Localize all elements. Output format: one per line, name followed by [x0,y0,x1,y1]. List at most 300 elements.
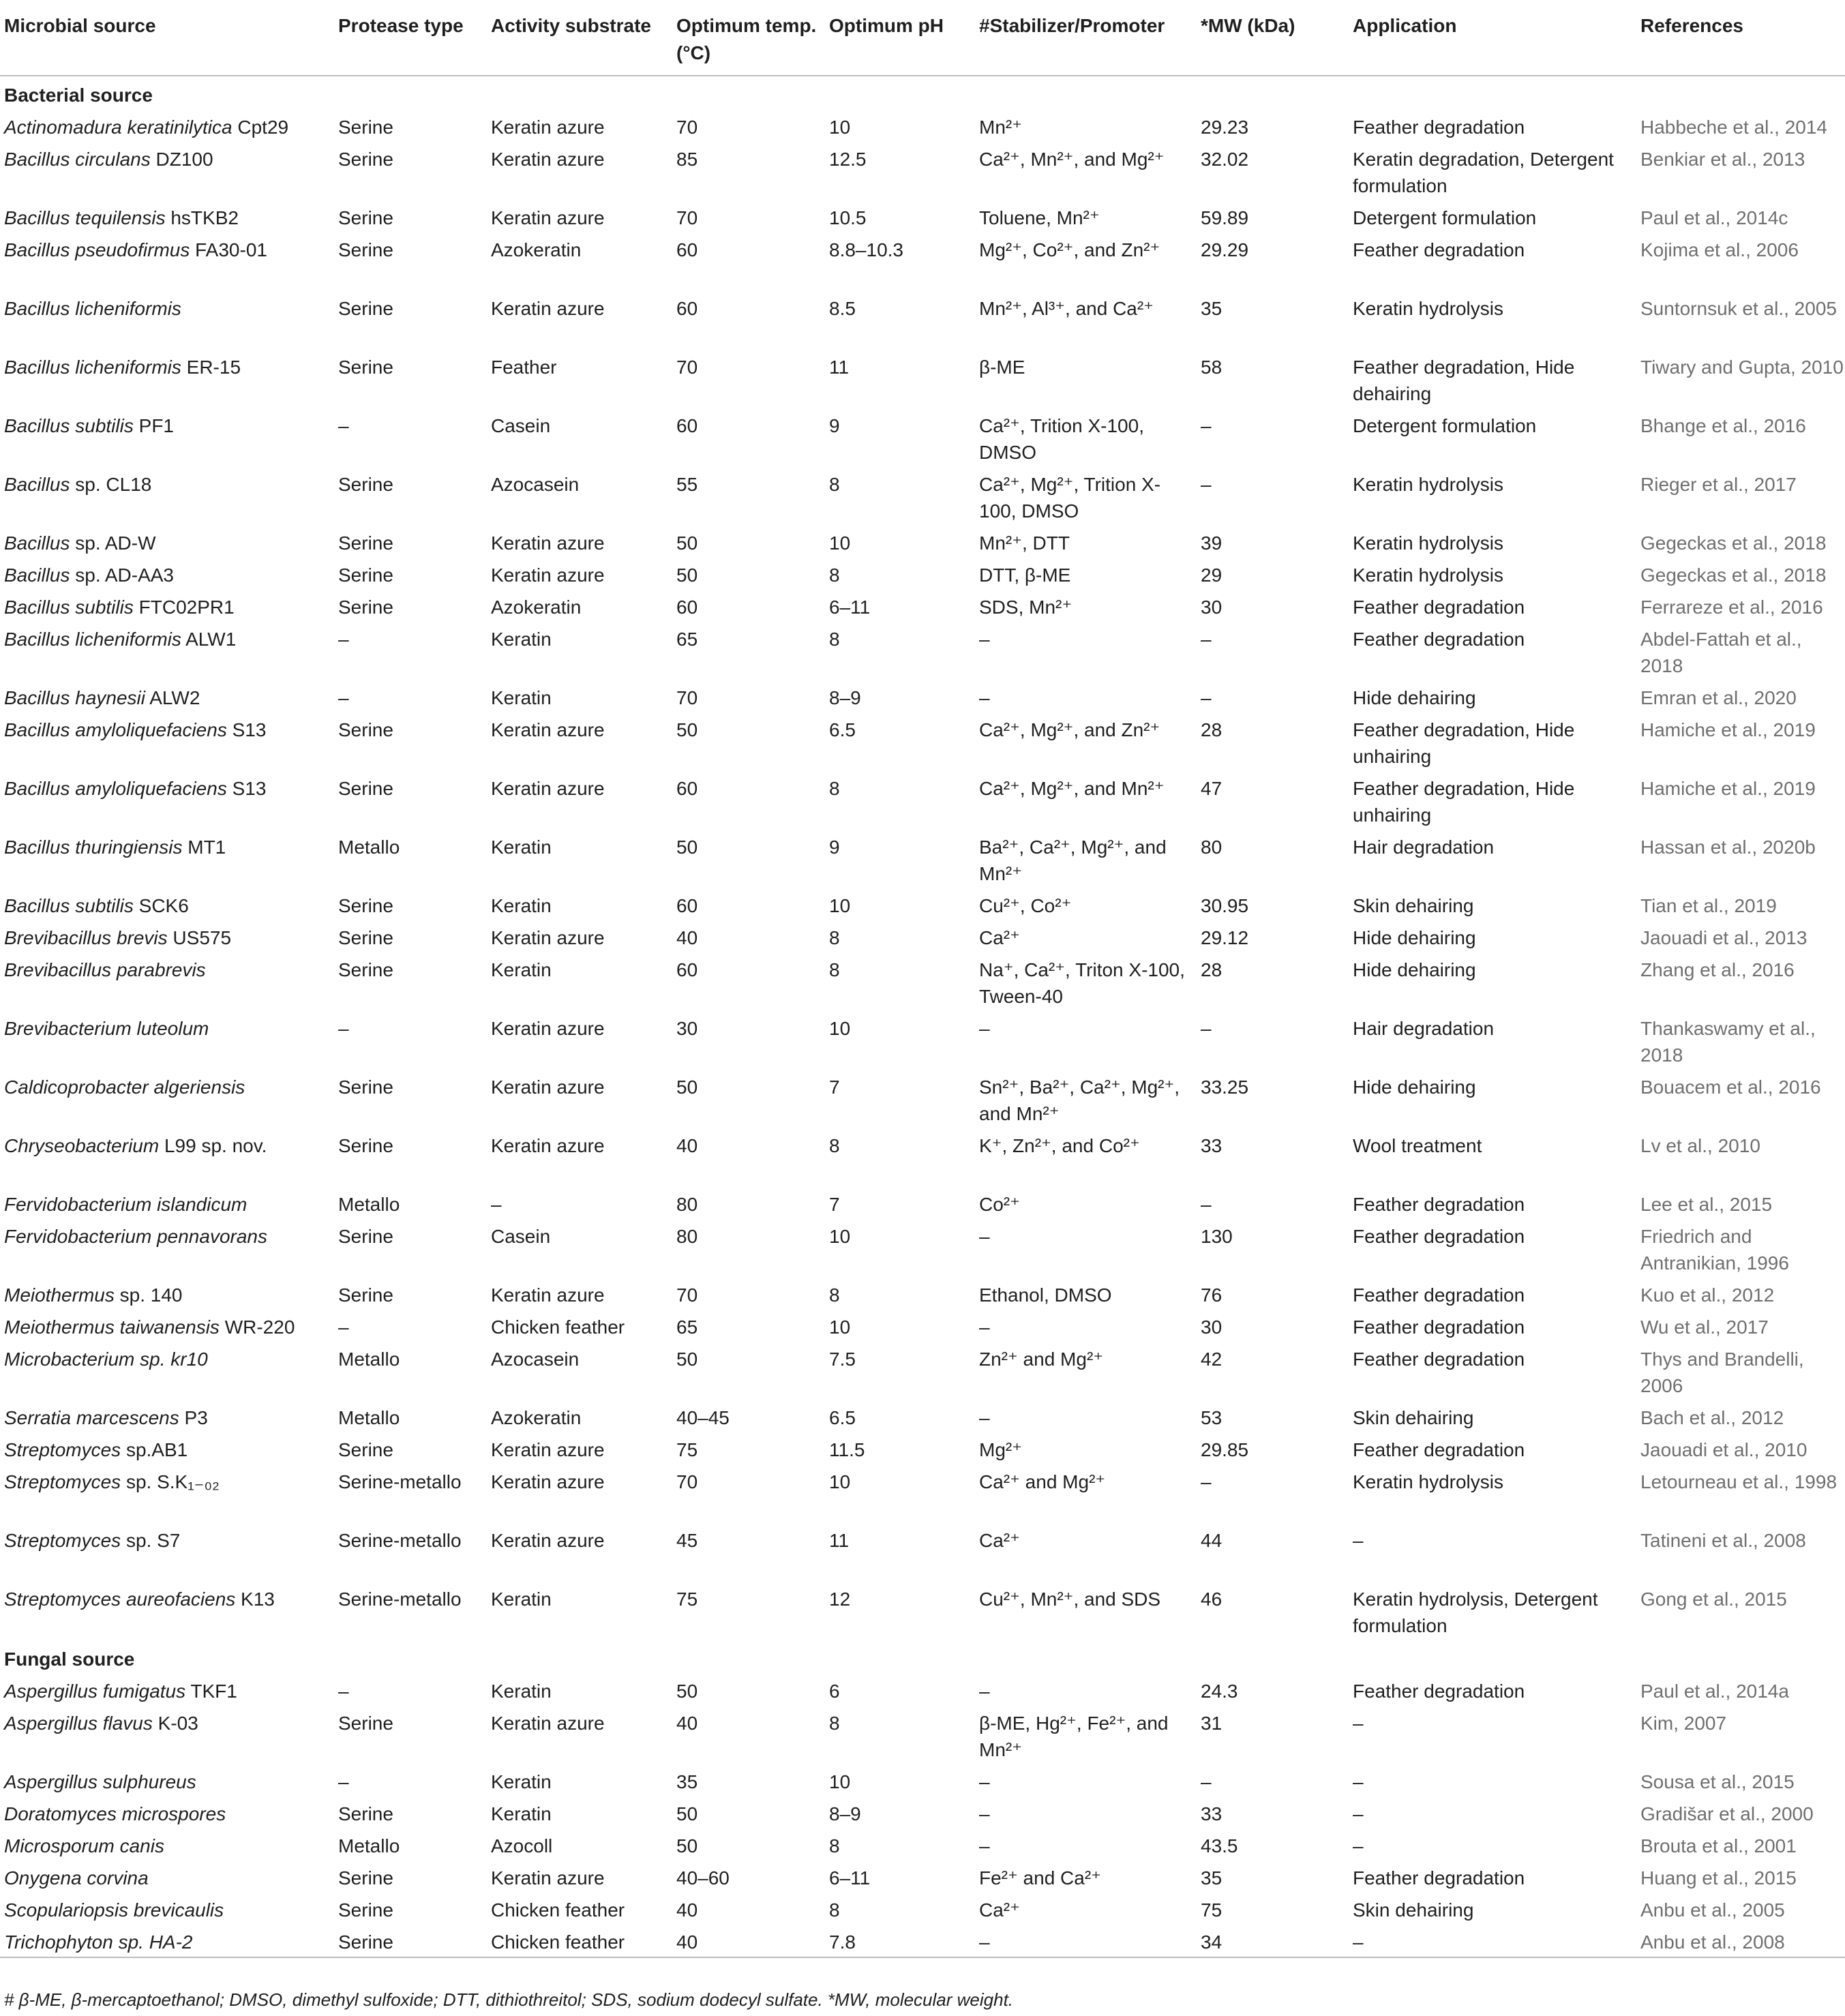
reference-link[interactable]: Thys and Brandelli, 2006 [1640,1349,1804,1396]
optimum-ph-cell: 8 [829,1713,840,1734]
application-cell: Keratin hydrolysis [1353,298,1503,319]
reference-link[interactable]: Bouacem et al., 2016 [1640,1077,1821,1098]
organism-name: Caldicoprobacter algeriensis [4,1077,245,1098]
protease-type-cell: Metallo [338,1835,400,1856]
application-cell: Hide dehairing [1353,927,1476,948]
strain-label: S13 [226,778,267,799]
molecular-weight-cell: 28 [1201,719,1222,740]
reference-link[interactable]: Sousa et al., 2015 [1640,1771,1795,1792]
reference-link[interactable]: Habbeche et al., 2014 [1640,117,1827,138]
molecular-weight-cell: 30.95 [1201,895,1249,916]
optimum-temp-cell: 75 [676,1439,698,1460]
reference-link[interactable]: Jaouadi et al., 2013 [1640,927,1807,948]
application-cell: – [1353,1530,1364,1551]
protease-type-cell: Serine-metallo [338,1589,462,1610]
optimum-temp-cell: 70 [676,207,698,228]
strain-label: hsTKB2 [165,207,239,228]
stabilizer-cell: – [979,1771,990,1792]
reference-link[interactable]: Wu et al., 2017 [1640,1317,1769,1338]
strain-label: PF1 [133,415,174,436]
optimum-temp-cell: 60 [676,895,698,916]
reference-link[interactable]: Abdel-Fattah et al., 2018 [1640,629,1802,676]
activity-substrate-cell: Keratin azure [491,149,605,170]
organism-name: Doratomyces microspores [4,1803,226,1824]
molecular-weight-cell: 53 [1201,1407,1222,1428]
protease-type-cell: Metallo [338,1194,400,1215]
organism-name: Actinomadura keratinilytica [4,117,232,138]
reference-link[interactable]: Gradišar et al., 2000 [1640,1803,1814,1824]
activity-substrate-cell: Keratin azure [491,1530,605,1551]
stabilizer-cell: Ca²⁺, Mg²⁺, and Zn²⁺ [979,719,1160,740]
optimum-ph-cell: 10 [829,1226,851,1247]
table-row [0,1011,1845,1070]
microbial-source-cell [0,1925,334,1957]
table-body [0,76,1845,1957]
organism-name: Meiothermus [4,1284,115,1306]
optimum-ph-cell: 8 [829,565,840,586]
protease-type-cell: Serine-metallo [338,1471,462,1492]
application-cell: Feather degradation [1353,1284,1525,1306]
molecular-weight-cell: 58 [1201,357,1222,378]
stabilizer-cell: Ca²⁺, Mg²⁺, Trition X-100, DMSO [979,474,1161,522]
stabilizer-cell: Ca²⁺ [979,1530,1020,1551]
table-row [0,558,1845,590]
optimum-ph-cell: 10 [829,1771,851,1792]
application-cell: Feather degradation [1353,1349,1525,1370]
organism-name: Aspergillus sulphureus [4,1771,196,1792]
microbial-source-cell [0,1342,334,1400]
reference-link[interactable]: Kojima et al., 2006 [1640,239,1799,260]
activity-substrate-cell: Keratin [491,1803,552,1824]
organism-name: Bacillus licheniformis [4,298,181,319]
activity-substrate-cell: Keratin [491,687,552,708]
microbial-source-cell [0,1400,334,1432]
organism-name: Chryseobacterium [4,1135,160,1156]
optimum-temp-cell: 65 [676,629,698,650]
application-cell: Feather degradation, Hide unhairing [1353,719,1575,767]
protease-type-cell: Serine [338,927,393,948]
reference-link[interactable]: Tian et al., 2019 [1640,895,1777,916]
reference-link[interactable]: Thankaswamy et al., 2018 [1640,1018,1816,1066]
microbial-source-cell [0,1219,334,1278]
table-row [0,291,1845,350]
stabilizer-cell: Ca²⁺ [979,1899,1020,1921]
activity-substrate-cell: Chicken feather [491,1931,625,1953]
optimum-temp-cell: 60 [676,415,698,436]
molecular-weight-cell: – [1201,415,1212,436]
microbial-source-cell [0,1070,334,1128]
organism-name: Streptomyces [4,1439,121,1460]
protease-type-cell: Serine [338,239,393,260]
strain-label: ER-15 [181,357,241,378]
optimum-temp-cell: 70 [676,117,698,138]
microbial-source-cell [0,1706,334,1764]
stabilizer-cell: Mn²⁺ [979,117,1022,138]
reference-link[interactable]: Kim, 2007 [1640,1713,1727,1734]
organism-name: Onygena corvina [4,1867,149,1889]
strain-label: MT1 [182,837,226,858]
microbial-source-cell [0,622,334,680]
table-row [0,771,1845,830]
stabilizer-cell: SDS, Mn²⁺ [979,597,1072,618]
optimum-temp-cell: 70 [676,357,698,378]
microbial-source-cell [0,232,334,291]
strain-label: S13 [226,719,267,740]
stabilizer-cell: Zn²⁺ and Mg²⁺ [979,1349,1104,1370]
activity-substrate-cell: Keratin azure [491,1135,605,1156]
strain-label: DZ100 [150,149,213,170]
activity-substrate-cell: Keratin azure [491,1077,605,1098]
table-row [0,350,1845,408]
reference-link[interactable]: Friedrich and Antranikian, 1996 [1640,1226,1789,1274]
stabilizer-cell: – [979,1835,990,1856]
application-cell: – [1353,1713,1364,1734]
header-references: References [1640,15,1743,36]
reference-link[interactable]: Lee et al., 2015 [1640,1194,1773,1215]
optimum-ph-cell: 6.5 [829,1407,856,1428]
activity-substrate-cell: Keratin azure [491,778,605,799]
reference-link[interactable]: Kuo et al., 2012 [1640,1284,1775,1306]
organism-name: Streptomyces [4,1530,121,1551]
optimum-ph-cell: 8 [829,1899,840,1921]
microbial-source-cell [0,830,334,888]
activity-substrate-cell: Azocasein [491,1349,580,1370]
reference-link[interactable]: Suntornsuk et al., 2005 [1640,298,1837,319]
protease-type-cell: – [338,629,349,650]
section-row [0,1640,1845,1674]
organism-name: Bacillus subtilis [4,895,134,916]
table-row [0,200,1845,232]
table-row [0,1582,1845,1640]
application-cell: Feather degradation [1353,1439,1525,1460]
table-row [0,1796,1845,1829]
optimum-ph-cell: 8 [829,927,840,948]
application-cell: Keratin hydrolysis [1353,532,1503,554]
application-cell: Feather degradation [1353,1226,1525,1247]
organism-name: Bacillus circulans [4,149,151,170]
protease-type-cell: Serine [338,1931,393,1953]
molecular-weight-cell: 39 [1201,532,1222,554]
reference-link[interactable]: Paul et al., 2014c [1640,207,1788,228]
stabilizer-cell: Toluene, Mn²⁺ [979,207,1100,228]
stabilizer-cell: – [979,1317,990,1338]
table-row [0,1310,1845,1342]
application-cell: Feather degradation [1353,597,1525,618]
microbial-source-cell [0,1464,334,1523]
stabilizer-cell: β-ME, Hg²⁺, Fe²⁺, and Mn²⁺ [979,1713,1169,1760]
molecular-weight-cell: 47 [1201,778,1222,799]
molecular-weight-cell: – [1201,1194,1212,1215]
table-row [0,1829,1845,1861]
reference-link[interactable]: Ferrareze et al., 2016 [1640,597,1823,618]
protease-type-cell: Serine [338,532,393,554]
reference-link[interactable]: Rieger et al., 2017 [1640,474,1797,495]
microbial-source-cell [0,467,334,526]
protease-type-cell: Serine [338,719,393,740]
reference-link[interactable]: Brouta et al., 2001 [1640,1835,1797,1856]
table-row [0,680,1845,712]
microbial-source-cell [0,1764,334,1796]
stabilizer-cell: Mg²⁺, Co²⁺, and Zn²⁺ [979,239,1160,260]
stabilizer-cell: Ca²⁺, Trition X-100, DMSO [979,415,1144,463]
reference-link[interactable]: Gegeckas et al., 2018 [1640,532,1827,554]
activity-substrate-cell: Keratin azure [491,1284,605,1306]
reference-link[interactable]: Benkiar et al., 2013 [1640,149,1805,170]
table-row [0,952,1845,1011]
reference-link[interactable]: Paul et al., 2014a [1640,1681,1789,1702]
optimum-ph-cell: 6.5 [829,719,856,740]
reference-link[interactable]: Anbu et al., 2008 [1640,1931,1785,1953]
organism-name: Fervidobacterium islandicum [4,1194,247,1215]
stabilizer-cell: – [979,1681,990,1702]
application-cell: Feather degradation [1353,1194,1525,1215]
optimum-temp-cell: 80 [676,1226,698,1247]
organism-name: Bacillus pseudofirmus [4,239,190,260]
microbial-source-cell [0,408,334,467]
organism-name: Scopulariopsis brevicaulis [4,1899,224,1921]
microbial-source-cell [0,952,334,1011]
reference-link[interactable]: Letourneau et al., 1998 [1640,1471,1837,1492]
reference-link[interactable]: Bach et al., 2012 [1640,1407,1784,1428]
optimum-ph-cell: 8 [829,778,840,799]
reference-link[interactable]: Jaouadi et al., 2010 [1640,1439,1807,1460]
protease-type-cell: Serine [338,207,393,228]
reference-link[interactable]: Hassan et al., 2020b [1640,837,1816,858]
optimum-temp-cell: 60 [676,239,698,260]
stabilizer-cell: – [979,629,990,650]
table-row [0,1925,1845,1957]
protease-type-cell: Serine [338,1135,393,1156]
optimum-temp-cell: 50 [676,1349,698,1370]
organism-name: Bacillus subtilis [4,415,134,436]
stabilizer-cell: – [979,1407,990,1428]
table-row [0,142,1845,200]
molecular-weight-cell: – [1201,474,1212,495]
optimum-ph-cell: 7.5 [829,1349,856,1370]
reference-link[interactable]: Hamiche et al., 2019 [1640,719,1816,740]
optimum-ph-cell: 10 [829,895,851,916]
application-cell: Hide dehairing [1353,1077,1476,1098]
reference-link[interactable]: Huang et al., 2015 [1640,1867,1797,1889]
optimum-temp-cell: 60 [676,597,698,618]
table-header [0,0,1845,76]
stabilizer-cell: – [979,1931,990,1953]
optimum-temp-cell: 30 [676,1018,698,1039]
reference-link[interactable]: Hamiche et al., 2019 [1640,778,1816,799]
table-row [0,1278,1845,1310]
reference-link[interactable]: Emran et al., 2020 [1640,687,1797,708]
activity-substrate-cell: Casein [491,1226,551,1247]
protease-type-cell: Serine [338,959,393,980]
table-row [0,1128,1845,1187]
strain-label: P3 [179,1407,208,1428]
optimum-temp-cell: 70 [676,687,698,708]
table-row [0,110,1845,142]
protease-type-cell: Serine [338,895,393,916]
activity-substrate-cell: Keratin azure [491,207,605,228]
stabilizer-cell: Mn²⁺, Al³⁺, and Ca²⁺ [979,298,1154,319]
strain-label: ALW2 [145,687,200,708]
table-row [0,830,1845,888]
optimum-ph-cell: 10 [829,1471,851,1492]
table-row [0,408,1845,467]
molecular-weight-cell: 76 [1201,1284,1222,1306]
application-cell: Hair degradation [1353,837,1495,858]
optimum-temp-cell: 40–45 [676,1407,730,1428]
table-row [0,1400,1845,1432]
activity-substrate-cell: Azokeratin [491,597,582,618]
optimum-temp-cell: 40 [676,1899,698,1921]
activity-substrate-cell: Keratin azure [491,565,605,586]
protease-type-cell: Serine [338,1284,393,1306]
molecular-weight-cell: 29.29 [1201,239,1249,260]
optimum-ph-cell: 8.5 [829,298,856,319]
organism-name: Aspergillus flavus [4,1713,153,1734]
activity-substrate-cell: Azokeratin [491,1407,582,1428]
stabilizer-cell: β-ME [979,357,1025,378]
reference-link[interactable]: Bhange et al., 2016 [1640,415,1806,436]
optimum-ph-cell: 10 [829,1317,851,1338]
table-row [0,1219,1845,1278]
molecular-weight-cell: 43.5 [1201,1835,1238,1856]
strain-label: WR-220 [219,1317,295,1338]
table-row [0,712,1845,771]
optimum-temp-cell: 45 [676,1530,698,1551]
section-title: Bacterial source [4,85,153,106]
molecular-weight-cell: – [1201,629,1212,650]
optimum-ph-cell: 10 [829,1018,851,1039]
protease-type-cell: Serine [338,1713,393,1734]
application-cell: Feather degradation [1353,1867,1525,1889]
microbial-source-cell [0,142,334,200]
optimum-temp-cell: 50 [676,719,698,740]
organism-name: Bacillus amyloliquefaciens [4,719,227,740]
organism-name: Streptomyces [4,1471,121,1492]
strain-label: K13 [235,1589,275,1610]
activity-substrate-cell: – [491,1194,502,1215]
optimum-temp-cell: 60 [676,778,698,799]
optimum-temp-cell: 85 [676,149,698,170]
header-optimum-temp: Optimum temp. (°C) [676,15,817,63]
optimum-temp-cell: 50 [676,565,698,586]
organism-name: Streptomyces aureofaciens [4,1589,236,1610]
protease-type-cell: Serine [338,149,393,170]
microbial-source-cell [0,1187,334,1219]
organism-name: Microsporum canis [4,1835,164,1856]
molecular-weight-cell: 59.89 [1201,207,1249,228]
microbial-source-cell [0,1674,334,1706]
organism-name: Brevibacterium luteolum [4,1018,209,1039]
application-cell: Skin dehairing [1353,895,1474,916]
protease-type-cell: Serine [338,565,393,586]
activity-substrate-cell: Azocoll [491,1835,553,1856]
reference-link[interactable]: Anbu et al., 2005 [1640,1899,1785,1921]
optimum-ph-cell: 10.5 [829,207,867,228]
application-cell: Keratin hydrolysis, Detergent formulation [1353,1589,1598,1636]
protease-type-cell: Metallo [338,1407,400,1428]
application-cell: Feather degradation, Hide dehairing [1353,357,1575,404]
stabilizer-cell: Ca²⁺, Mn²⁺, and Mg²⁺ [979,149,1165,170]
protease-type-cell: Serine [338,778,393,799]
table-row [0,1893,1845,1925]
reference-link[interactable]: Gong et al., 2015 [1640,1589,1787,1610]
table-footnote: # β-ME, β-mercaptoethanol; DMSO, dimethyl sulfoxide; DTT, dithiothreitol; SDS, sodium dodecyl sulfate. *MW, molecular weight. [4,1989,1014,2010]
protease-type-cell: – [338,1681,349,1702]
organism-name: Serratia marcescens [4,1407,179,1428]
table-row [0,1464,1845,1523]
optimum-ph-cell: 6 [829,1681,840,1702]
reference-link[interactable]: Gegeckas et al., 2018 [1640,565,1827,586]
optimum-temp-cell: 40–60 [676,1867,730,1889]
optimum-ph-cell: 8 [829,629,840,650]
activity-substrate-cell: Keratin azure [491,1471,605,1492]
organism-name: Brevibacillus brevis [4,927,168,948]
molecular-weight-cell: – [1201,687,1212,708]
stabilizer-cell: Cu²⁺, Co²⁺ [979,895,1072,916]
reference-link[interactable]: Zhang et al., 2016 [1640,959,1795,980]
table-row [0,622,1845,680]
table-row [0,1342,1845,1400]
table-row [0,1187,1845,1219]
molecular-weight-cell: – [1201,1018,1212,1039]
optimum-ph-cell: 11.5 [829,1439,865,1460]
protease-type-cell: Serine [338,1226,393,1247]
organism-name: Fervidobacterium pennavorans [4,1226,267,1247]
optimum-temp-cell: 50 [676,532,698,554]
section-row [0,76,1845,110]
strain-label: ALW1 [181,629,237,650]
optimum-temp-cell: 70 [676,1284,698,1306]
molecular-weight-cell: 31 [1201,1713,1222,1734]
activity-substrate-cell: Keratin [491,1771,552,1792]
optimum-ph-cell: 8 [829,1135,840,1156]
molecular-weight-cell: 30 [1201,1317,1222,1338]
protease-type-cell: Serine [338,1439,393,1460]
application-cell: Detergent formulation [1353,415,1537,436]
microbial-source-cell [0,920,334,952]
optimum-ph-cell: 6–11 [829,597,871,618]
activity-substrate-cell: Chicken feather [491,1899,625,1921]
reference-link[interactable]: Lv et al., 2010 [1640,1135,1760,1156]
molecular-weight-cell: 29.12 [1201,927,1249,948]
application-cell: – [1353,1931,1364,1953]
stabilizer-cell: Ca²⁺, Mg²⁺, and Mn²⁺ [979,778,1165,799]
activity-substrate-cell: Keratin azure [491,532,605,554]
stabilizer-cell: – [979,1226,990,1247]
optimum-ph-cell: 11 [829,1530,850,1551]
organism-name: Aspergillus fumigatus [4,1681,186,1702]
stabilizer-cell: DTT, β-ME [979,565,1071,586]
microbial-source-cell [0,712,334,771]
reference-link[interactable]: Tiwary and Gupta, 2010 [1640,357,1844,378]
molecular-weight-cell: 33 [1201,1135,1222,1156]
microbial-source-cell [0,1128,334,1187]
activity-substrate-cell: Chicken feather [491,1317,625,1338]
protease-type-cell: – [338,1771,349,1792]
application-cell: Feather degradation [1353,1317,1525,1338]
protease-type-cell: – [338,687,349,708]
activity-substrate-cell: Keratin [491,895,552,916]
stabilizer-cell: Ethanol, DMSO [979,1284,1112,1306]
reference-link[interactable]: Tatineni et al., 2008 [1640,1530,1806,1551]
table-row [0,1523,1845,1582]
organism-name: Microbacterium sp. kr10 [4,1349,208,1370]
microbial-source-cell [0,1310,334,1342]
optimum-temp-cell: 60 [676,298,698,319]
strain-label: sp. S7 [121,1530,181,1551]
organism-name: Bacillus haynesii [4,687,145,708]
microbial-source-cell [0,350,334,408]
